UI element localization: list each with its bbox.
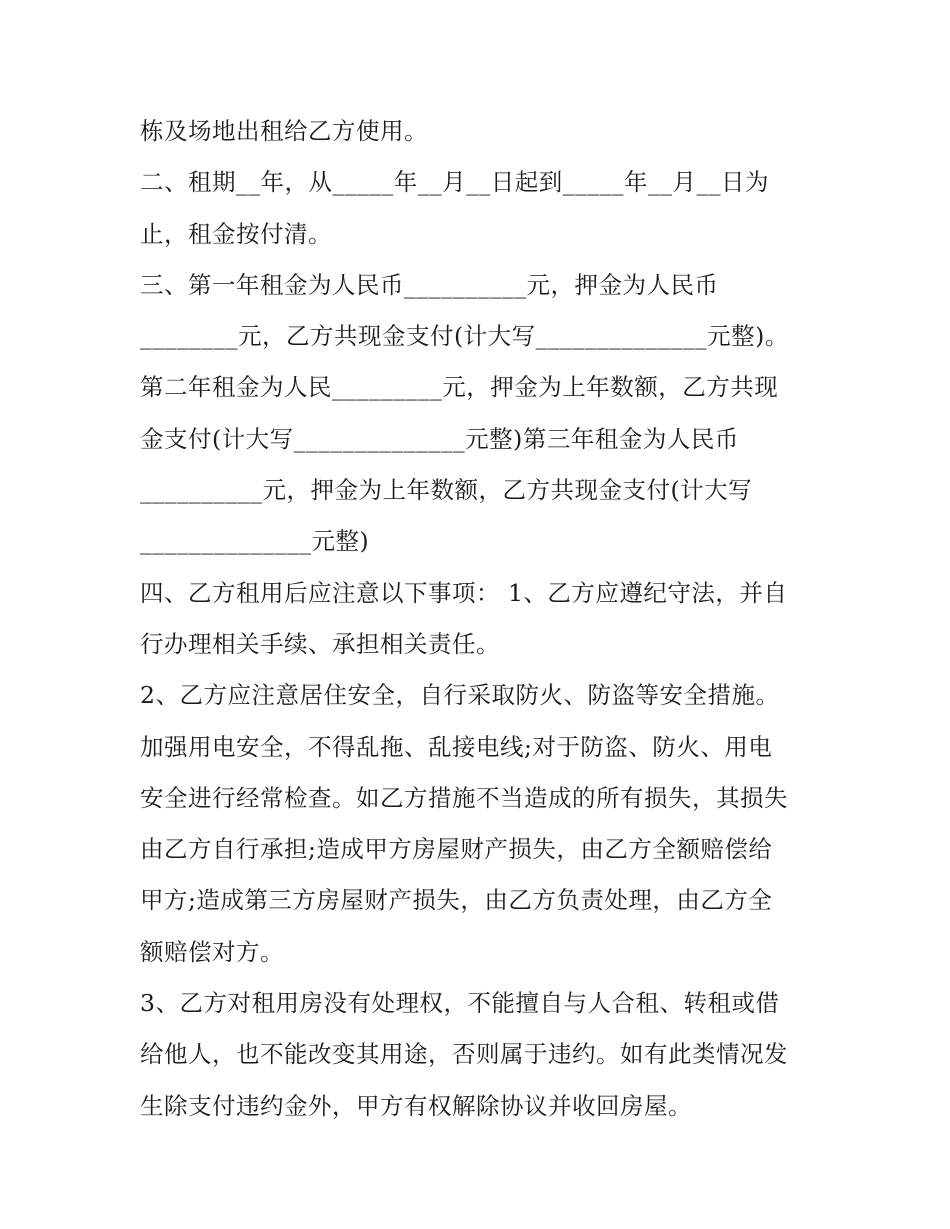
text-line: 安全进行经常检查。如乙方措施不当造成的所有损失，其损失 — [140, 783, 788, 812]
text-line: 止，租金按付清。 — [140, 219, 332, 248]
text-line: ______________元整) — [140, 527, 370, 556]
text-line: 加强用电安全，不得乱拖、乱接电线;对于防盗、防火、用电 — [140, 732, 773, 761]
text-line: 金支付(计大写______________元整)第三年租金为人民币 — [140, 424, 739, 453]
contract-text — [140, 106, 830, 1132]
text-line: 3、乙方对租用房没有处理权，不能擅自与人合租、转租或借 — [140, 989, 780, 1018]
text-line: 栋及场地出租给乙方使用。 — [140, 117, 428, 145]
text-line: 四、乙方租用后应注意以下事项： 1、乙方应遵纪守法，并自 — [140, 578, 788, 607]
text-line: 甲方;造成第三方房屋财产损失，由乙方负责处理，由乙方全 — [140, 886, 773, 915]
text-line: 三、第一年租金为人民币__________元，押金为人民币 — [140, 270, 719, 299]
text-line: 行办理相关手续、承担相关责任。 — [140, 629, 500, 658]
text-line: 2、乙方应注意居住安全，自行采取防火、防盗等安全措施。 — [140, 681, 780, 710]
text-line: __________元，押金为上年数额，乙方共现金支付(计大写 — [140, 476, 753, 505]
text-line: 二、租期__年，从_____年__月__日起到_____年__月__日为 — [140, 168, 769, 197]
text-line: 第二年租金为人民_________元，押金为上年数额，乙方共现 — [140, 373, 779, 402]
text-line: 额赔偿对方。 — [140, 937, 284, 966]
text-line: 由乙方自行承担;造成甲方房屋财产损失，由乙方全额赔偿给 — [140, 835, 773, 864]
text-line: 生除支付违约金外，甲方有权解除协议并收回房屋。 — [140, 1091, 692, 1120]
text-line: 给他人，也不能改变其用途，否则属于违约。如有此类情况发 — [140, 1040, 788, 1069]
text-line: ________元，乙方共现金支付(计大写______________元整)。 — [140, 322, 789, 351]
